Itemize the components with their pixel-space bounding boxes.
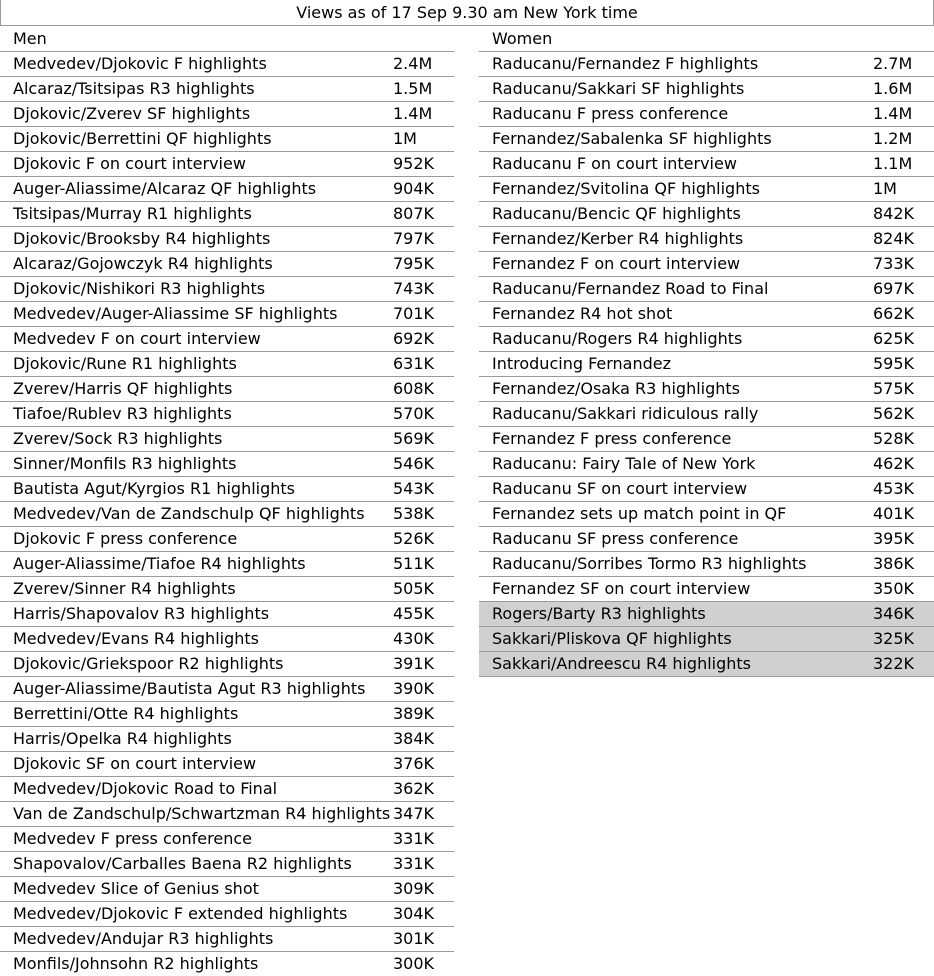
video-title: Djokovic/Rune R1 highlights xyxy=(13,354,237,373)
view-count: 824K xyxy=(873,229,915,248)
video-title: Djokovic/Berrettini QF highlights xyxy=(13,129,272,148)
video-title: Auger-Aliassime/Tiafoe R4 highlights xyxy=(13,554,306,573)
view-count: 631K xyxy=(393,354,435,373)
view-count: 733K xyxy=(873,254,915,273)
video-title: Sinner/Monfils R3 highlights xyxy=(13,454,237,473)
view-count: 697K xyxy=(873,279,915,298)
view-count: 430K xyxy=(393,629,435,648)
video-title: Fernandez F press conference xyxy=(492,429,732,448)
table-row xyxy=(0,552,454,577)
women-rows xyxy=(479,52,934,677)
view-count: 1M xyxy=(873,179,897,198)
women-header: Women xyxy=(479,26,934,52)
video-title: Fernandez SF on court interview xyxy=(492,579,751,598)
table-row xyxy=(0,452,454,477)
view-count: 362K xyxy=(393,779,435,798)
video-title: Medvedev/Djokovic Road to Final xyxy=(13,779,278,798)
view-count: 543K xyxy=(393,479,435,498)
view-count: 395K xyxy=(873,529,915,548)
table-row xyxy=(479,277,934,302)
video-title: Djokovic/Griekspoor R2 highlights xyxy=(13,654,284,673)
view-count: 842K xyxy=(873,204,915,223)
view-count: 390K xyxy=(393,679,435,698)
table-row xyxy=(479,602,934,627)
view-count: 625K xyxy=(873,329,915,348)
table-row xyxy=(479,177,934,202)
table-row xyxy=(0,702,454,727)
table-row xyxy=(479,127,934,152)
view-count: 347K xyxy=(393,804,435,823)
video-title: Alcaraz/Tsitsipas R3 highlights xyxy=(13,79,255,98)
video-title: Raducanu F press conference xyxy=(492,104,729,123)
view-count: 322K xyxy=(873,654,915,673)
table-title: Views as of 17 Sep 9.30 am New York time xyxy=(0,0,934,26)
video-title: Van de Zandschulp/Schwartzman R4 highlights xyxy=(13,804,391,823)
view-count: 743K xyxy=(393,279,435,298)
table-row xyxy=(0,802,454,827)
table-row xyxy=(479,477,934,502)
video-title: Raducanu/Sakkari SF highlights xyxy=(492,79,745,98)
table-row xyxy=(479,252,934,277)
video-title: Raducanu/Sorribes Tormo R3 highlights xyxy=(492,554,807,573)
video-title: Auger-Aliassime/Bautista Agut R3 highlights xyxy=(13,679,366,698)
video-title: Djokovic/Zverev SF highlights xyxy=(13,104,251,123)
table-row xyxy=(0,877,454,902)
video-title: Sakkari/Pliskova QF highlights xyxy=(492,629,732,648)
video-title: Fernandez/Osaka R3 highlights xyxy=(492,379,741,398)
table-row xyxy=(479,502,934,527)
video-title: Harris/Opelka R4 highlights xyxy=(13,729,232,748)
view-count: 692K xyxy=(393,329,435,348)
view-count: 701K xyxy=(393,304,435,323)
view-count: 384K xyxy=(393,729,435,748)
view-count: 505K xyxy=(393,579,435,598)
view-count: 904K xyxy=(393,179,435,198)
view-count: 569K xyxy=(393,429,435,448)
video-title: Shapovalov/Carballes Baena R2 highlights xyxy=(13,854,352,873)
men-column xyxy=(0,26,454,976)
view-count: 1.5M xyxy=(393,79,433,98)
view-count: 304K xyxy=(393,904,435,923)
table-row xyxy=(0,227,454,252)
table-row xyxy=(0,827,454,852)
view-count: 1M xyxy=(393,129,417,148)
table-row xyxy=(479,352,934,377)
video-title: Medvedev/Djokovic F extended highlights xyxy=(13,904,348,923)
video-title: Harris/Shapovalov R3 highlights xyxy=(13,604,270,623)
table-row xyxy=(0,677,454,702)
table-row xyxy=(0,752,454,777)
table-row xyxy=(0,427,454,452)
video-title: Fernandez R4 hot shot xyxy=(492,304,673,323)
view-count: 462K xyxy=(873,454,915,473)
video-title: Monfils/Johnsohn R2 highlights xyxy=(13,954,259,973)
view-count: 1.4M xyxy=(873,104,913,123)
view-count: 453K xyxy=(873,479,915,498)
view-count: 376K xyxy=(393,754,435,773)
table-row xyxy=(0,577,454,602)
video-title: Djokovic SF on court interview xyxy=(13,754,257,773)
table-row xyxy=(0,327,454,352)
video-title: Fernandez F on court interview xyxy=(492,254,741,273)
view-count: 301K xyxy=(393,929,435,948)
table-row xyxy=(0,302,454,327)
video-title: Medvedev F on court interview xyxy=(13,329,261,348)
view-count: 350K xyxy=(873,579,915,598)
table-row xyxy=(479,327,934,352)
table-row xyxy=(479,652,934,677)
video-title: Raducanu/Fernandez F highlights xyxy=(492,54,759,73)
view-count: 1.4M xyxy=(393,104,433,123)
video-title: Rogers/Barty R3 highlights xyxy=(492,604,706,623)
video-title: Djokovic F on court interview xyxy=(13,154,246,173)
men-rows xyxy=(0,52,454,976)
view-count: 575K xyxy=(873,379,915,398)
video-title: Medvedev/Auger-Aliassime SF highlights xyxy=(13,304,338,323)
table-row xyxy=(0,852,454,877)
table-row xyxy=(479,77,934,102)
video-title: Medvedev/Van de Zandschulp QF highlights xyxy=(13,504,365,523)
video-title: Fernandez sets up match point in QF xyxy=(492,504,787,523)
view-count: 391K xyxy=(393,654,435,673)
women-column xyxy=(479,26,934,677)
video-title: Berrettini/Otte R4 highlights xyxy=(13,704,239,723)
view-count: 455K xyxy=(393,604,435,623)
table-row xyxy=(0,952,454,976)
video-title: Raducanu F on court interview xyxy=(492,154,737,173)
view-count: 325K xyxy=(873,629,915,648)
table-row xyxy=(0,902,454,927)
table-row xyxy=(479,452,934,477)
table-row xyxy=(479,627,934,652)
view-count: 807K xyxy=(393,204,435,223)
view-count: 309K xyxy=(393,879,435,898)
view-count: 797K xyxy=(393,229,435,248)
video-title: Medvedev F press conference xyxy=(13,829,252,848)
video-title: Raducanu/Rogers R4 highlights xyxy=(492,329,743,348)
view-count: 608K xyxy=(393,379,435,398)
video-title: Zverev/Sock R3 highlights xyxy=(13,429,223,448)
view-count: 2.4M xyxy=(393,54,433,73)
table-row xyxy=(0,377,454,402)
video-title: Raducanu/Bencic QF highlights xyxy=(492,204,741,223)
view-count: 528K xyxy=(873,429,915,448)
view-count: 1.2M xyxy=(873,129,913,148)
table-row xyxy=(479,402,934,427)
view-count: 386K xyxy=(873,554,915,573)
view-count: 401K xyxy=(873,504,915,523)
view-count: 331K xyxy=(393,829,435,848)
view-count: 538K xyxy=(393,504,435,523)
video-title: Medvedev Slice of Genius shot xyxy=(13,879,259,898)
video-title: Tsitsipas/Murray R1 highlights xyxy=(13,204,252,223)
table-row xyxy=(479,52,934,77)
table-row xyxy=(0,527,454,552)
view-count: 300K xyxy=(393,954,435,973)
table-row xyxy=(479,527,934,552)
view-count: 595K xyxy=(873,354,915,373)
table-row xyxy=(0,927,454,952)
table-row xyxy=(0,152,454,177)
view-count: 952K xyxy=(393,154,435,173)
table-row xyxy=(479,202,934,227)
table-row xyxy=(0,77,454,102)
table-row xyxy=(0,602,454,627)
video-title: Tiafoe/Rublev R3 highlights xyxy=(13,404,232,423)
view-count: 526K xyxy=(393,529,435,548)
table-row xyxy=(479,577,934,602)
video-title: Medvedev/Andujar R3 highlights xyxy=(13,929,274,948)
video-title: Bautista Agut/Kyrgios R1 highlights xyxy=(13,479,296,498)
table-row xyxy=(0,52,454,77)
view-count: 346K xyxy=(873,604,915,623)
table-row xyxy=(0,277,454,302)
table-row xyxy=(479,152,934,177)
video-title: Fernandez/Kerber R4 highlights xyxy=(492,229,744,248)
table-row xyxy=(0,727,454,752)
table-row xyxy=(479,102,934,127)
table-row xyxy=(0,202,454,227)
table-row xyxy=(0,502,454,527)
video-title: Raducanu SF on court interview xyxy=(492,479,748,498)
table-row xyxy=(0,477,454,502)
table-row xyxy=(479,227,934,252)
video-title: Raducanu/Sakkari ridiculous rally xyxy=(492,404,759,423)
video-title: Djokovic/Brooksby R4 highlights xyxy=(13,229,271,248)
table-row xyxy=(479,377,934,402)
table-row xyxy=(0,627,454,652)
table-row xyxy=(0,102,454,127)
view-count: 662K xyxy=(873,304,915,323)
view-count: 1.6M xyxy=(873,79,913,98)
view-count: 389K xyxy=(393,704,435,723)
view-count: 795K xyxy=(393,254,435,273)
view-count: 331K xyxy=(393,854,435,873)
view-count: 511K xyxy=(393,554,435,573)
video-title: Introducing Fernandez xyxy=(492,354,672,373)
view-count: 2.7M xyxy=(873,54,913,73)
table-row xyxy=(0,352,454,377)
video-title: Fernandez/Svitolina QF highlights xyxy=(492,179,760,198)
video-title: Fernandez/Sabalenka SF highlights xyxy=(492,129,772,148)
video-title: Sakkari/Andreescu R4 highlights xyxy=(492,654,752,673)
video-title: Medvedev/Djokovic F highlights xyxy=(13,54,267,73)
view-count: 570K xyxy=(393,404,435,423)
video-title: Auger-Aliassime/Alcaraz QF highlights xyxy=(13,179,317,198)
table-row xyxy=(0,402,454,427)
video-title: Raducanu: Fairy Tale of New York xyxy=(492,454,756,473)
table-row xyxy=(0,252,454,277)
video-title: Alcaraz/Gojowczyk R4 highlights xyxy=(13,254,273,273)
video-title: Raducanu SF press conference xyxy=(492,529,739,548)
view-count: 546K xyxy=(393,454,435,473)
view-count: 562K xyxy=(873,404,915,423)
table-row xyxy=(479,427,934,452)
table-row xyxy=(479,552,934,577)
table-row xyxy=(0,652,454,677)
table-row xyxy=(0,777,454,802)
video-title: Djokovic/Nishikori R3 highlights xyxy=(13,279,266,298)
table-row xyxy=(479,302,934,327)
video-title: Zverev/Harris QF highlights xyxy=(13,379,233,398)
table-row xyxy=(0,177,454,202)
video-title: Zverev/Sinner R4 highlights xyxy=(13,579,236,598)
table-row xyxy=(0,127,454,152)
video-title: Raducanu/Fernandez Road to Final xyxy=(492,279,769,298)
view-count: 1.1M xyxy=(873,154,913,173)
video-title: Djokovic F press conference xyxy=(13,529,238,548)
video-title: Medvedev/Evans R4 highlights xyxy=(13,629,259,648)
men-header: Men xyxy=(0,26,454,52)
